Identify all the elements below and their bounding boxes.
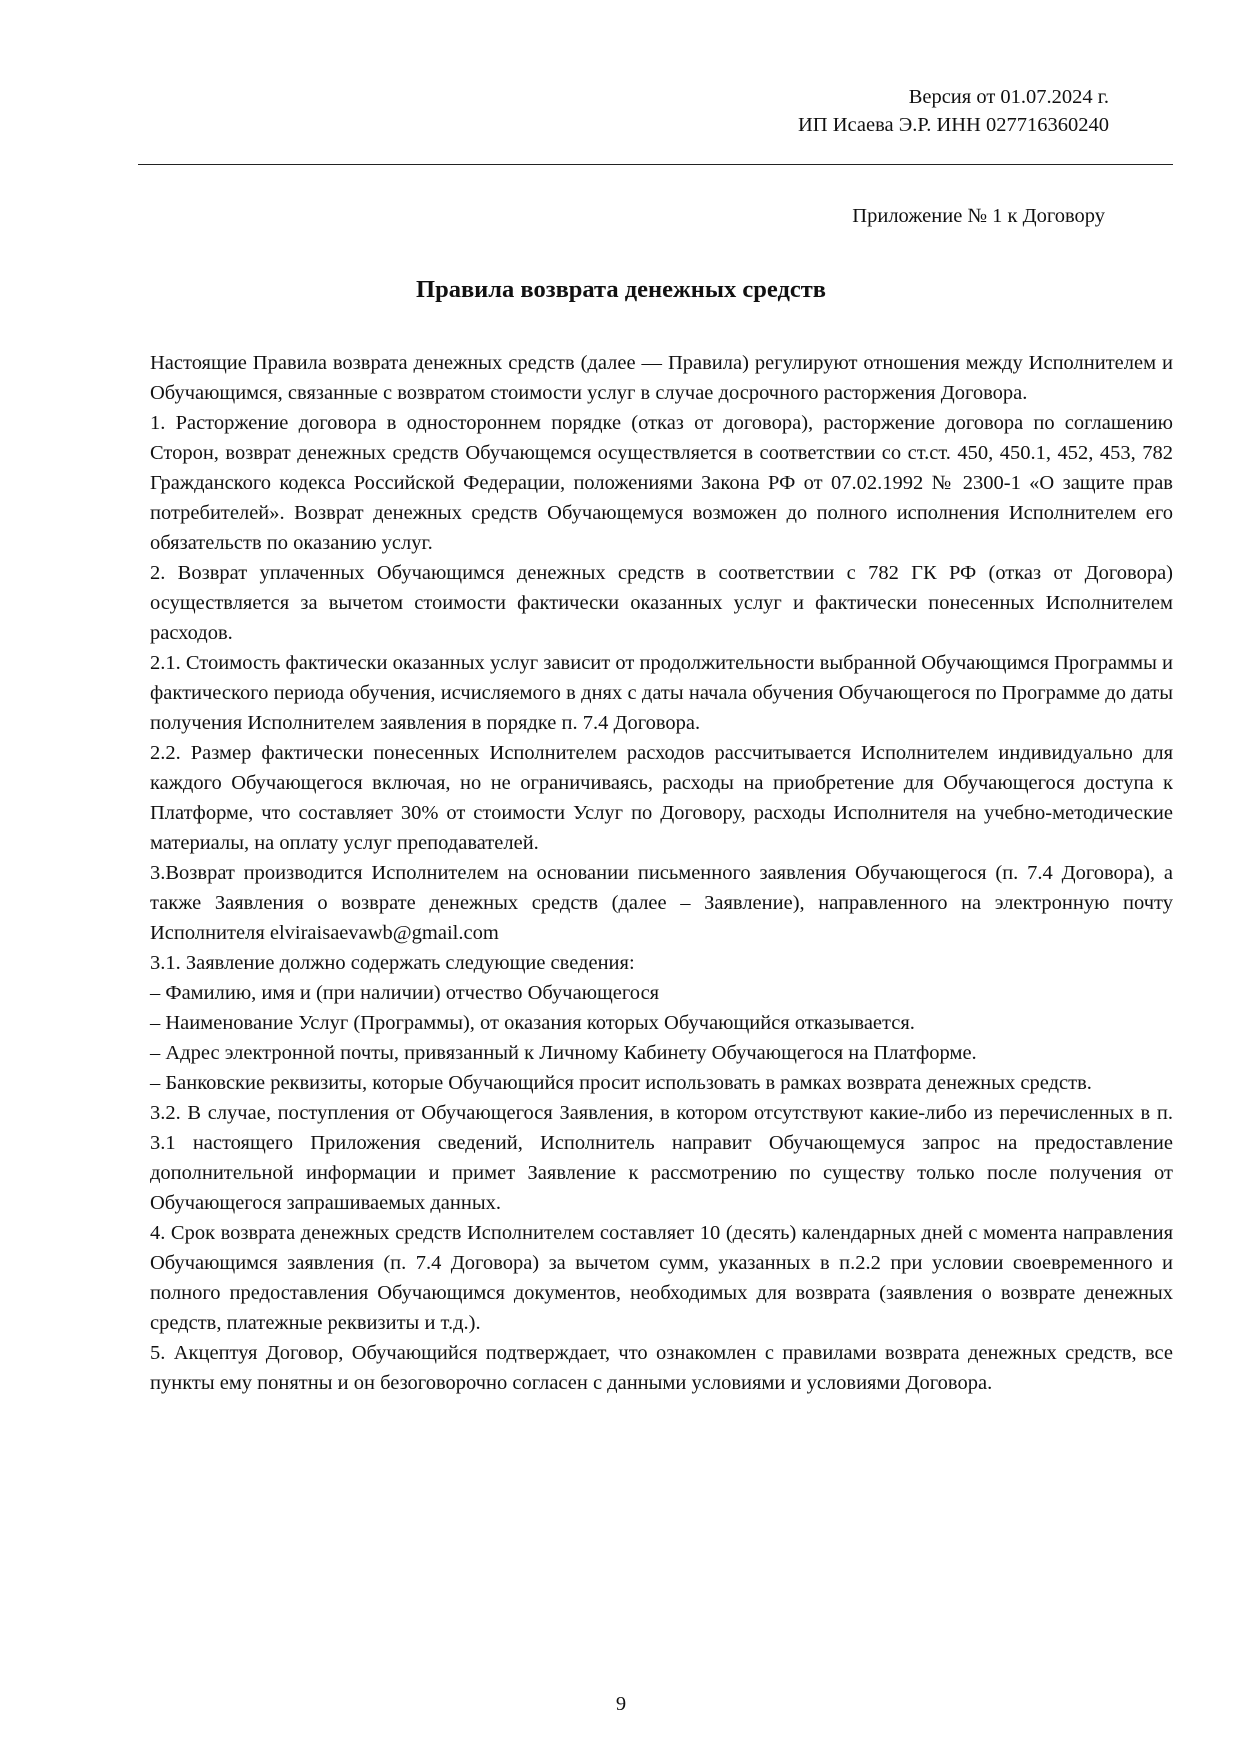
annex-label: Приложение № 1 к Договору <box>852 205 1105 227</box>
header-rule <box>138 164 1173 165</box>
document-body <box>150 348 1173 1398</box>
list-item: – Наименование Услуг (Программы), от оказания которых Обучающийся отказывается. <box>150 1012 915 1034</box>
clause-2-1: 2.1. Стоимость фактически оказанных услуг зависит от продолжительности выбранной Обучающимся Программы и фактического периода обучения, исчисляемого в днях с даты начала обучения Обучающегося по Программе до даты получения Исполнителем заявления в порядке п. 7.4 Договора. <box>150 652 1173 734</box>
list-item: – Адрес электронной почты, привязанный к Личному Кабинету Обучающегося на Платформе. <box>150 1042 977 1064</box>
clause-5: 5. Акцептуя Договор, Обучающийся подтверждает, что ознакомлен с правилами возврата денежных средств, все пункты ему понятны и он безоговорочно согласен с данными условиями и условиями Договора. <box>150 1342 1173 1394</box>
intro-paragraph: Настоящие Правила возврата денежных средств (далее — Правила) регулируют отношения между Исполнителем и Обучающимся, связанные с возвратом стоимости услуг в случае досрочного расторжения Договора. <box>150 352 1173 404</box>
entity-inn: ИП Исаева Э.Р. ИНН 027716360240 <box>797 114 1109 136</box>
clause-2-2: 2.2. Размер фактически понесенных Исполнителем расходов рассчитывается Исполнителем индивидуально для каждого Обучающегося включая, но не ограничиваясь, расходы на приобретение для Обучающегося доступа к Платформе, что составляет 30% от стоимости Услуг по Договору, расходы Исполнителя на учебно-методические материалы, на оплату услуг преподавателей. <box>150 742 1173 854</box>
clause-3: 3.Возврат производится Исполнителем на основании письменного заявления Обучающегося (п. 7.4 Договора), а также Заявления о возврате денежных средств (далее – Заявление), направленного на электронную почту Исполнителя elviraisaevawb@gmail.com <box>150 862 1173 944</box>
version-date: Версия от 01.07.2024 г. <box>908 86 1109 108</box>
clause-4: 4. Срок возврата денежных средств Исполнителем составляет 10 (десять) календарных дней с момента направления Обучающимся заявления (п. 7.4 Договора) за вычетом сумм, указанных в п.2.2 при условии своевременного и полного предоставления Обучающимся документов, необходимых для возврата (заявления о возврате денежных средств, платежные реквизиты и т.д.). <box>150 1222 1173 1334</box>
list-item: – Фамилию, имя и (при наличии) отчество Обучающегося <box>150 982 660 1004</box>
page-number: 9 <box>615 1693 627 1715</box>
clause-2: 2. Возврат уплаченных Обучающимся денежных средств в соответствии с 782 ГК РФ (отказ от Договора) осуществляется за вычетом стоимости фактически оказанных услуг и фактически понесенных Исполнителем расходов. <box>150 562 1173 644</box>
list-item: – Банковские реквизиты, которые Обучающийся просит использовать в рамках возврата денежных средств. <box>150 1072 1092 1094</box>
clause-1: 1. Расторжение договора в одностороннем порядке (отказ от договора), расторжение договора по соглашению Сторон, возврат денежных средств Обучающемся осуществляется в соответствии со ст.ст. 450, 450.1, 452, 453, 782 Гражданского кодекса Российской Федерации, положениями Закона РФ от 07.02.1992 № 2300-1 «О защите прав потребителей». Возврат денежных средств Обучающемуся возможен до полного исполнения Исполнителем его обязательств по оказанию услуг. <box>150 412 1173 554</box>
document-title: Правила возврата денежных средств <box>416 276 826 303</box>
clause-3-2: 3.2. В случае, поступления от Обучающегося Заявления, в котором отсутствуют какие-либо из перечисленных в п. 3.1 настоящего Приложения сведений, Исполнитель направит Обучающемуся запрос на предоставление дополнительной информации и примет Заявление к рассмотрению по существу только после получения от Обучающегося запрашиваемых данных. <box>150 1102 1173 1214</box>
clause-3-1: 3.1. Заявление должно содержать следующие сведения: <box>150 952 635 974</box>
